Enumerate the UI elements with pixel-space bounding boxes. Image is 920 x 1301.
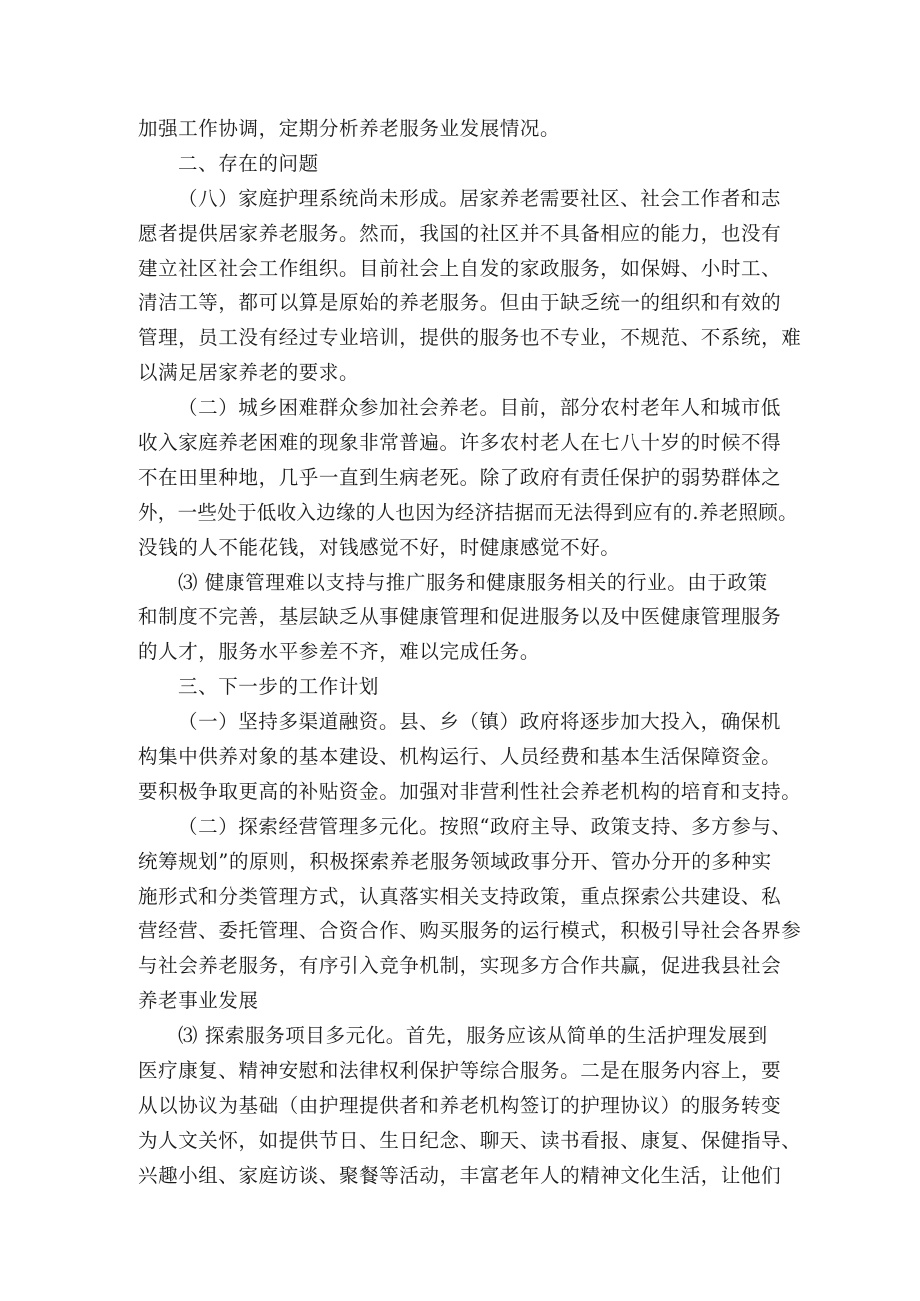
text-line: 清洁工等，都可以算是原始的养老服务。但由于缺乏统一的组织和有效的 (138, 291, 782, 315)
text-line: 愿者提供居家养老服务。然而，我国的社区并不具备相应的能力，也没有 (138, 221, 782, 245)
text-line: 为人文关怀，如提供节日、生日纪念、聊天、读书看报、康复、保健指导、 (138, 1128, 802, 1152)
text-line: 要积极争取更高的补贴资金。加强对非营利性社会养老机构的培育和支持。 (138, 779, 802, 803)
text-line: 统筹规划”的原则，积极探索养老服务领域政事分开、管办分开的多种实 (138, 849, 772, 873)
text-line: 构集中供养对象的基本建设、机构运行、人员经费和基本生活保障资金。 (138, 745, 782, 769)
text-line: 兴趣小组、家庭访谈、聚餐等活动，丰富老年人的精神文化生活，让他们 (138, 1163, 782, 1187)
text-line: 养老事业发展 (138, 989, 259, 1013)
text-line: 从以协议为基础（由护理提供者和养老机构签订的护理协议）的服务转变 (138, 1093, 782, 1117)
text-line: 和制度不完善，基层缺乏从事健康管理和促进服务以及中医健康管理服务 (138, 605, 782, 629)
text-line: 外，一些处于低收入边缘的人也因为经济拮据而无法得到应有的.养老照顾。 (138, 500, 798, 524)
text-line: 三、下一步的工作计划 (178, 675, 380, 699)
text-line: 管理，员工没有经过专业培训，提供的服务也不专业，不规范、不系统，难 (138, 326, 802, 350)
text-line: （二）探索经营管理多元化。按照“政府主导、政策支持、多方参与、 (178, 814, 792, 838)
text-line: 建立社区社会工作组织。目前社会上自发的家政服务，如保姆、小时工、 (138, 256, 782, 280)
text-line: 不在田里种地，几乎一直到生病老死。除了政府有责任保护的弱势群体之 (138, 465, 782, 489)
text-line: （八）家庭护理系统尚未形成。居家养老需要社区、社会工作者和志 (178, 186, 782, 210)
text-line: 施形式和分类管理方式，认真落实相关支持政策，重点探索公共建设、私 (138, 884, 782, 908)
text-line: 与社会养老服务，有序引入竞争机制，实现多方合作共赢，促进我县社会 (138, 954, 782, 978)
text-line: 收入家庭养老困难的现象非常普遍。许多农村老人在七八十岁的时候不得 (138, 431, 782, 455)
text-line: ⑶ 健康管理难以支持与推广服务和健康服务相关的行业。由于政策 (178, 570, 768, 594)
text-line: 没钱的人不能花钱，对钱感觉不好，时健康感觉不好。 (138, 535, 621, 559)
text-line: 二、存在的问题 (178, 151, 319, 175)
text-line: ⑶ 探索服务项目多元化。首先，服务应该从简单的生活护理发展到 (178, 1024, 768, 1048)
text-line: （一）坚持多渠道融资。县、乡（镇）政府将逐步加大投入，确保机 (178, 710, 782, 734)
text-line: 营经营、委托管理、合资合作、购买服务的运行模式，积极引导社会各界参 (138, 919, 802, 943)
text-line: 医疗康复、精神安慰和法律权利保护等综合服务。二是在服务内容上，要 (138, 1059, 782, 1083)
text-line: 的人才，服务水平参差不齐，难以完成任务。 (138, 640, 541, 664)
document-body (138, 112, 802, 1194)
text-line: 加强工作协调，定期分析养老服务业发展情况。 (138, 117, 561, 140)
text-line: （二）城乡困难群众参加社会养老。目前，部分农村老年人和城市低 (178, 396, 782, 420)
text-line: 以满足居家养老的要求。 (138, 361, 360, 385)
